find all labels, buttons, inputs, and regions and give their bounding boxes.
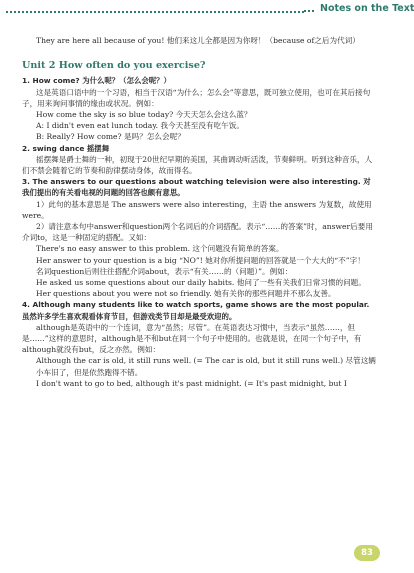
note-body-4: although是英语中的一个连词，意为“虽然；尽管”。在英语表达习惯中，当表示“虽然……，但是……”这样的意思时，although是不和but在同一个句子中使用的。也就是说，在同一个句子中，有although就没有but，反之亦然。例如： [22,322,362,355]
header-tab-dots [304,10,314,12]
page-content [22,35,378,389]
note-paragraph: 1）此句的基本意思是 The answers were also interesting，主语 the answers 为复数，故使用were。 [22,199,372,220]
intro-line: They are here all because of you! 他们来这儿全都是因为你呀！（because of之后为代词） [36,36,360,45]
note-body-1: 这是英语口语中的一个习语，相当于汉语“为什么；怎么会”等意思，既可独立使用，也可在其后接句子，用来询问事情的缘由或状况。例如： [22,87,371,108]
example-line: I don't want to go to bed, although it's past midnight. (= It's past midnight, but I [36,378,347,388]
header-title: Notes on the Text [320,3,414,14]
note-paragraph: 2）请注意本句中answer和question两个名词后的介词搭配。表示“……的答案”时，answer后要用介词to，这是一种固定的搭配。又如： [22,222,373,243]
example-line: A: I didn't even eat lunch today. 我今天甚至没有吃午饭。 [36,121,244,131]
unit-title: Unit 2 How often do you exercise? [22,60,206,72]
note-body-2: 摇摆舞是爵士舞的一种，初现于20世纪早期的美国，其曲调动听活泼，节奏鲜明。听到这种音乐，人们不禁会随着它的节奏和韵律摆动身体，故而得名。 [22,154,373,176]
example-line: Her questions about you were not so friendly. 她有关你的那些问题并不那么友善。 [36,289,336,299]
example-line: There's no easy answer to this problem. 这个问题没有简单的答案。 [36,244,284,254]
note-heading-4: 4. Although many students like to watch sports, game shows are the most popular. 虽然许多学生喜欢观看体育节目，但游戏类节目却是最受欢迎的。 [22,300,370,321]
example-line: How come the sky is so blue today? 今天天怎么会这么蓝？ [36,110,252,120]
header-tab [306,1,414,19]
page-number: 83 [354,545,380,561]
note-heading-1: 1. How come? 为什么呢？（怎么会呢？） [22,76,171,86]
example-line: B: Really? How come? 是吗？怎么会呢？ [36,132,185,142]
header-dotted-rule [6,11,304,13]
note-heading-2: 2. swing dance 摇摆舞 [22,143,110,153]
page-header [0,3,414,19]
note-heading-3: 3. The answers to our questions about watching television were also interesting. 对我们提出的有关看电视的问题的回答也颇有意思。 [22,177,371,198]
note-paragraph: 名词question后则往往搭配介词about，表示“有关……的（问题）”。例如： [36,266,293,276]
example-line: He asked us some questions about our daily habits. 他问了一些有关我们日常习惯的问题。 [36,278,366,288]
example-line: Although the car is old, it still runs well. (= The car is old, but it still runs well.) 尽管这辆小车旧了，但是依然跑得不错。 [36,356,376,377]
example-line: Her answer to your question is a big “NO”! 她对你所提问题的回答就是一个大大的“不”字！ [36,255,365,265]
